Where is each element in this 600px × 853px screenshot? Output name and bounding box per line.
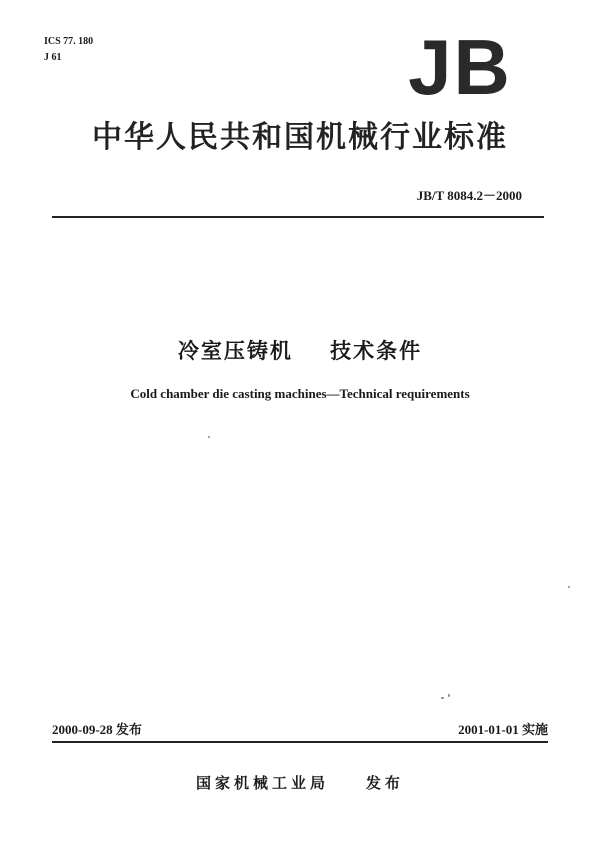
scan-speck xyxy=(568,586,570,588)
effective-date: 2001-01-01 实施 xyxy=(458,722,548,737)
classification-codes xyxy=(44,34,93,66)
standard-number: JB/T 8084.2－2000 xyxy=(416,188,522,203)
issuing-authority: 国家机械工业局 发布 xyxy=(196,774,404,792)
jb-logo: JB xyxy=(408,23,512,111)
ics-code: ICS 77. 180 xyxy=(44,36,94,47)
ccs-code: J 61 xyxy=(44,52,62,63)
scan-speck xyxy=(448,694,450,697)
title-english: Cold chamber die casting machines—Technical requirements xyxy=(130,386,470,401)
bottom-divider xyxy=(52,741,548,743)
org-title: 中华人民共和国机械行业标准 xyxy=(92,120,508,155)
issue-date: 2000-09-28 发布 xyxy=(52,722,142,737)
title-chinese: 冷室压铸机 技术条件 xyxy=(177,339,423,363)
top-divider xyxy=(52,216,544,218)
scan-speck xyxy=(208,436,210,438)
scan-speck xyxy=(441,697,444,699)
